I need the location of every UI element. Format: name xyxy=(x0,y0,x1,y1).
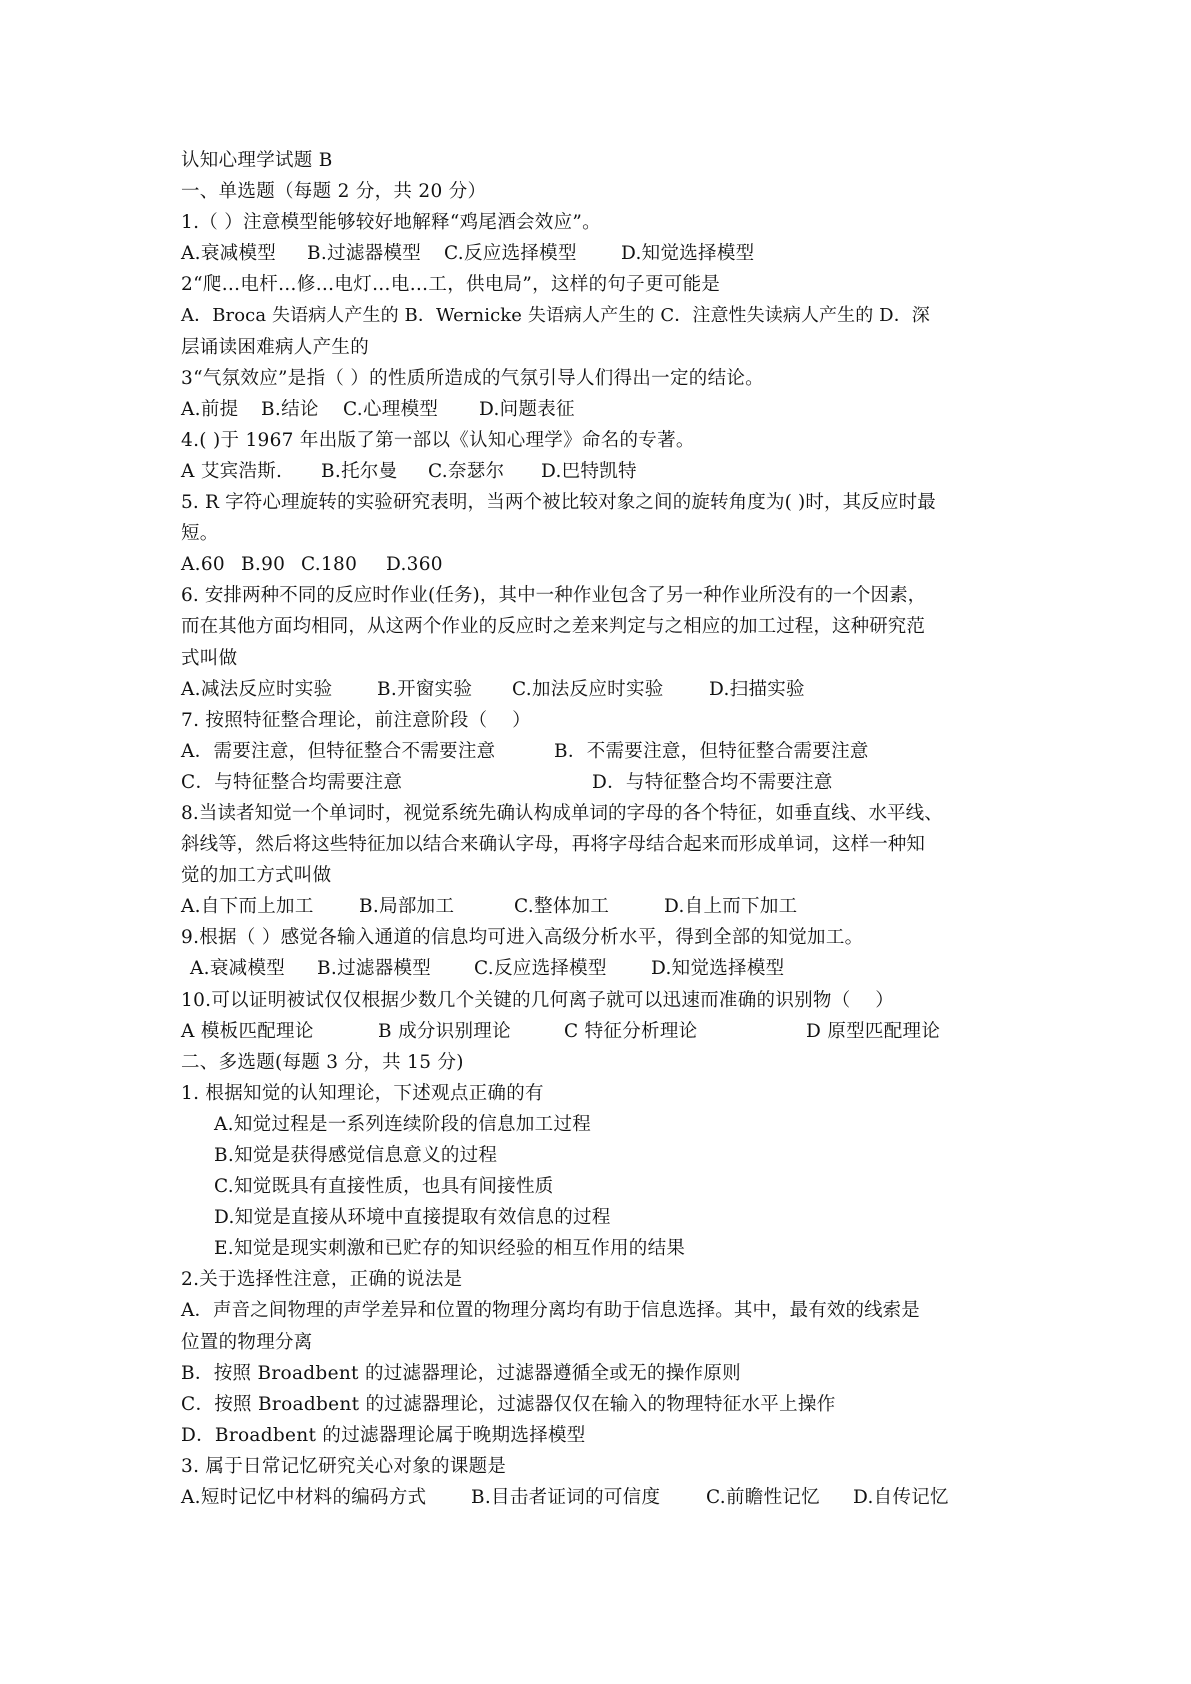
option-b: B.结论 xyxy=(261,398,319,420)
multi-question-2-option-b: B．按照 Broadbent 的过滤器理论，过滤器遵循全或无的操作原则 xyxy=(181,1362,741,1384)
option-d: D 原型匹配理论 xyxy=(806,1020,941,1042)
option-d: D.问题表征 xyxy=(479,398,575,420)
multi-question-1-option-d: D.知觉是直接从环境中直接提取有效信息的过程 xyxy=(214,1207,611,1229)
option-b: B.目击者证词的可信度 xyxy=(471,1487,661,1509)
multi-question-2-option-c: C．按照 Broadbent 的过滤器理论，过滤器仅仅在输入的物理特征水平上操作 xyxy=(181,1393,836,1415)
section-multiple-choice-heading: 二、多选题(每题 3 分，共 15 分) xyxy=(181,1051,464,1073)
question-10-stem: 10.可以证明被试仅仅根据少数几个关键的几何离子就可以迅速而准确的识别物（ ） xyxy=(181,989,895,1011)
question-7-options-ab xyxy=(181,736,1021,767)
question-10-options xyxy=(181,1016,1021,1047)
option-b: B.托尔曼 xyxy=(321,460,398,482)
option-d: D．与特征整合均不需要注意 xyxy=(592,771,833,793)
question-4-stem: 4.( )于 1967 年出版了第一部以《认知心理学》命名的专著。 xyxy=(181,429,695,451)
option-c: C．与特征整合均需要注意 xyxy=(181,771,403,793)
option-a: A.衰减模型 xyxy=(190,958,286,980)
question-5-stem-line1: 5. R 字符心理旋转的实验研究表明，当两个被比较对象之间的旋转角度为( )时，其反应时最 xyxy=(181,492,936,514)
option-b: B.局部加工 xyxy=(359,896,455,918)
option-d: D.360 xyxy=(386,554,443,576)
option-a: A 艾宾浩斯. xyxy=(181,460,283,482)
question-6-stem-line2: 而在其他方面均相同，从这两个作业的反应时之差来判定与之相应的加工过程，这种研究范 xyxy=(181,616,926,638)
multi-question-2-option-a-line1: A．声音之间物理的声学差异和位置的物理分离均有助于信息选择。其中，最有效的线索是 xyxy=(181,1300,920,1322)
option-c: C.心理模型 xyxy=(343,398,439,420)
option-b: B.90 xyxy=(241,554,286,576)
option-c: C 特征分析理论 xyxy=(564,1020,698,1042)
question-1-options xyxy=(181,238,1021,269)
option-a: A.前提 xyxy=(181,398,239,420)
multi-question-1-option-e: E.知觉是现实刺激和已贮存的知识经验的相互作用的结果 xyxy=(214,1238,686,1260)
question-3-options xyxy=(181,394,1021,425)
option-b: B.过滤器模型 xyxy=(317,958,432,980)
option-c: C.反应选择模型 xyxy=(474,958,607,980)
option-a: A.衰减模型 xyxy=(181,243,277,265)
option-c: C.前瞻性记忆 xyxy=(706,1487,820,1509)
option-b: B 成分识别理论 xyxy=(378,1020,511,1042)
option-d: D.自上而下加工 xyxy=(664,896,798,918)
question-8-options xyxy=(181,891,1021,922)
exam-title: 认知心理学试题 B xyxy=(181,150,333,171)
question-8-stem-line3: 觉的加工方式叫做 xyxy=(181,865,332,887)
question-5-stem-line2: 短。 xyxy=(181,523,219,545)
question-6-options xyxy=(181,674,1021,705)
option-c: C.整体加工 xyxy=(514,896,610,918)
option-b: B.开窗实验 xyxy=(377,678,473,700)
multi-question-1-option-c: C.知觉既具有直接性质，也具有间接性质 xyxy=(214,1176,554,1198)
multi-question-2-stem: 2.关于选择性注意，正确的说法是 xyxy=(181,1269,463,1291)
option-a: A.自下而上加工 xyxy=(181,896,314,918)
multi-question-2-option-a-line2: 位置的物理分离 xyxy=(181,1331,313,1353)
option-c: C.180 xyxy=(301,554,358,576)
question-4-options xyxy=(181,456,1021,487)
option-c: C.加法反应时实验 xyxy=(512,678,664,700)
option-a: A 模板匹配理论 xyxy=(181,1020,314,1042)
option-d: D.自传记忆 xyxy=(853,1487,949,1509)
question-2-options-line1: A．Broca 失语病人产生的 B．Wernicke 失语病人产生的 C．注意性失读病人产生的 D．深 xyxy=(181,305,930,327)
multi-question-1-option-b: B.知觉是获得感觉信息意义的过程 xyxy=(214,1145,498,1166)
multi-question-3-options xyxy=(181,1482,1021,1513)
question-7-stem: 7. 按照特征整合理论，前注意阶段（ ） xyxy=(181,709,531,731)
multi-question-1-option-a: A.知觉过程是一系列连续阶段的信息加工过程 xyxy=(214,1113,592,1135)
option-a: A.短时记忆中材料的编码方式 xyxy=(181,1487,427,1509)
option-b: B.过滤器模型 xyxy=(307,243,422,265)
multi-question-2-option-d: D．Broadbent 的过滤器理论属于晚期选择模型 xyxy=(181,1424,586,1446)
section-single-choice-heading: 一、单选题（每题 2 分，共 20 分） xyxy=(181,181,487,203)
question-8-stem-line2: 斜线等，然后将这些特征加以结合来确认字母，再将字母结合起来而形成单词，这样一种知 xyxy=(181,834,926,856)
option-d: D.知觉选择模型 xyxy=(651,958,785,980)
option-d: D.巴特凯特 xyxy=(541,460,637,482)
multi-question-1-stem: 1. 根据知觉的认知理论，下述观点正确的有 xyxy=(181,1082,544,1104)
exam-content xyxy=(181,145,1021,1513)
question-6-stem-line1: 6. 安排两种不同的反应时作业(任务)，其中一种作业包含了另一种作业所没有的一个因素， xyxy=(181,585,927,607)
option-c: C.反应选择模型 xyxy=(444,243,577,265)
option-d: D.知觉选择模型 xyxy=(621,243,755,265)
question-3-stem: 3“气氛效应”是指（ ）的性质所造成的气氛引导人们得出一定的结论。 xyxy=(181,367,764,389)
option-a: A.减法反应时实验 xyxy=(181,678,333,700)
option-b: B．不需要注意，但特征整合需要注意 xyxy=(554,740,869,762)
question-8-stem-line1: 8.当读者知觉一个单词时，视觉系统先确认构成单词的字母的各个特征，如垂直线、水平线、 xyxy=(181,802,943,824)
question-1-stem: 1.（ ）注意模型能够较好地解释“鸡尾酒会效应”。 xyxy=(181,212,601,234)
option-d: D.扫描实验 xyxy=(709,678,805,700)
option-c: C.奈瑟尔 xyxy=(428,460,505,482)
question-9-stem: 9.根据（ ）感觉各输入通道的信息均可进入高级分析水平，得到全部的知觉加工。 xyxy=(181,927,864,949)
option-a: A.60 xyxy=(181,554,225,576)
option-a: A．需要注意，但特征整合不需要注意 xyxy=(181,740,496,762)
question-9-options xyxy=(181,953,1021,984)
question-2-options-line2: 层诵读困难病人产生的 xyxy=(181,336,370,358)
question-2-stem: 2“爬…电杆…修…电灯…电…工，供电局”，这样的句子更可能是 xyxy=(181,274,721,296)
question-7-options-cd xyxy=(181,767,1021,798)
question-5-options xyxy=(181,549,1021,580)
multi-question-3-stem: 3. 属于日常记忆研究关心对象的课题是 xyxy=(181,1455,507,1477)
question-6-stem-line3: 式叫做 xyxy=(181,647,238,669)
